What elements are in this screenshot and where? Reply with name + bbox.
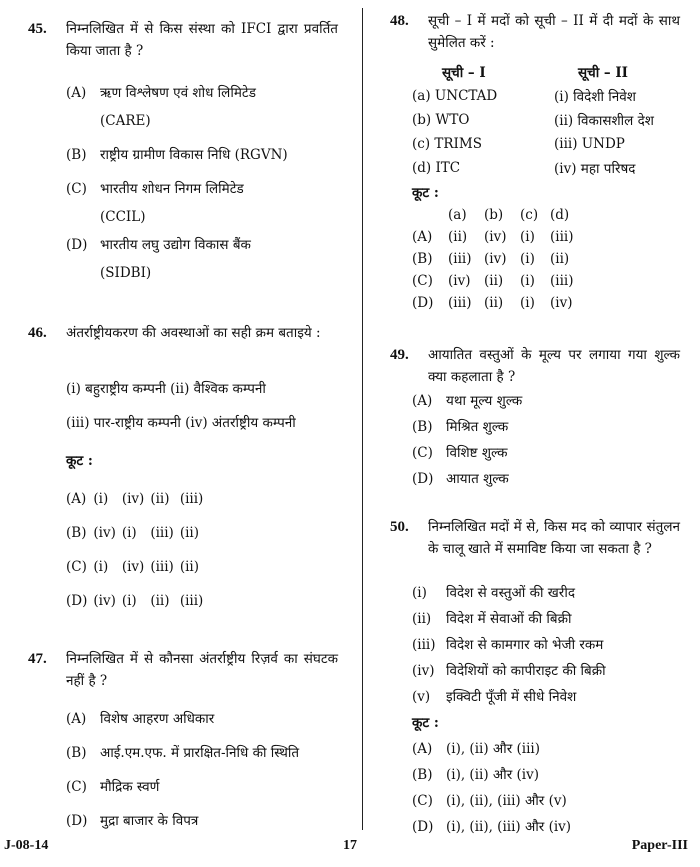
item-line-2 bbox=[66, 412, 296, 434]
code-option-d[interactable] bbox=[412, 816, 571, 838]
list-2-item: (ii) विकासशील देश bbox=[554, 113, 654, 129]
question-48 bbox=[390, 10, 680, 56]
code-c: (iii) bbox=[150, 525, 174, 541]
option-text-cont: (SIDBI) bbox=[100, 265, 152, 281]
match-row bbox=[412, 108, 654, 132]
footer-code: J-08-14 bbox=[4, 838, 49, 853]
code-option-label: (C) bbox=[412, 793, 433, 809]
question-number: 49. bbox=[390, 347, 409, 363]
code-option-text: (i), (ii) और (iv) bbox=[446, 767, 539, 783]
match-row bbox=[412, 132, 654, 156]
code-a: (iv) bbox=[448, 273, 471, 289]
code-row[interactable] bbox=[66, 584, 209, 618]
option-d[interactable] bbox=[66, 810, 198, 832]
code-row[interactable] bbox=[412, 248, 580, 270]
code-a: (iv) bbox=[93, 593, 116, 609]
item-label: (iv) bbox=[412, 663, 435, 679]
option-label: (C) bbox=[412, 445, 433, 461]
column-divider bbox=[362, 8, 363, 830]
option-a[interactable] bbox=[412, 390, 522, 412]
option-c[interactable] bbox=[412, 442, 508, 464]
list-2-item: (iv) महा परिषद bbox=[554, 161, 636, 177]
code-row[interactable] bbox=[412, 292, 580, 314]
list-1-item: (c) TRIMS bbox=[412, 136, 482, 152]
code-a: (iv) bbox=[93, 525, 116, 541]
option-label: (A) bbox=[66, 711, 87, 727]
item-label: (v) bbox=[412, 689, 431, 705]
item-text: विदेश से वस्तुओं की खरीद bbox=[446, 585, 575, 601]
option-label: (B) bbox=[66, 745, 87, 761]
option-text: आयात शुल्क bbox=[446, 471, 509, 487]
code-a: (iii) bbox=[448, 251, 472, 267]
option-b[interactable] bbox=[66, 742, 299, 764]
code-d: (iii) bbox=[179, 491, 204, 507]
item-iv bbox=[412, 660, 606, 682]
code-header-blank bbox=[412, 204, 448, 226]
code-b: (i) bbox=[121, 525, 137, 541]
item-text: विदेशियों को कापीराइट की बिक्री bbox=[446, 663, 606, 679]
option-b[interactable] bbox=[412, 416, 508, 438]
option-text: यथा मूल्य शुल्क bbox=[446, 393, 523, 409]
code-label: कूट : bbox=[412, 715, 439, 731]
code-option-label: (A) bbox=[412, 229, 433, 245]
code-d: (iii) bbox=[550, 229, 574, 245]
code-row[interactable] bbox=[412, 226, 580, 248]
question-46 bbox=[28, 322, 338, 368]
code-d: (iii) bbox=[550, 273, 574, 289]
code-option-label: (B) bbox=[412, 767, 433, 783]
code-option-a[interactable] bbox=[412, 738, 540, 760]
code-c: (i) bbox=[520, 273, 535, 289]
question-text: निम्नलिखित में से कौनसा अंतर्राष्ट्रीय रिज़र्व का संघटक नहीं है ? bbox=[66, 651, 338, 689]
code-label: कूट : bbox=[412, 185, 439, 201]
code-header-b: (b) bbox=[484, 207, 504, 223]
option-text: विशेष आहरण अधिकार bbox=[100, 711, 215, 727]
list-2-item: (iii) UNDP bbox=[554, 136, 625, 152]
code-b: (ii) bbox=[484, 273, 504, 289]
option-c[interactable] bbox=[66, 776, 159, 798]
code-b: (iv) bbox=[121, 559, 145, 575]
question-47 bbox=[28, 648, 338, 694]
item-label: (ii) bbox=[412, 611, 432, 627]
option-text: ऋण विश्लेषण एवं शोध लिमिटेड bbox=[100, 85, 256, 101]
code-b: (ii) bbox=[484, 295, 504, 311]
item-text: (i) बहुराष्ट्रीय कम्पनी (ii) वैश्विक कम्पनी bbox=[66, 381, 266, 397]
code-option-label: (A) bbox=[412, 741, 433, 757]
option-label: (C) bbox=[66, 181, 87, 197]
code-b: (iv) bbox=[484, 229, 507, 245]
code-c: (i) bbox=[520, 229, 535, 245]
option-c[interactable] bbox=[66, 178, 244, 200]
question-number: 45. bbox=[28, 21, 47, 37]
code-c: (ii) bbox=[150, 491, 170, 507]
code-row[interactable] bbox=[66, 550, 209, 584]
code-option-text: (i), (ii) और (iii) bbox=[446, 741, 541, 757]
code-b: (iv) bbox=[121, 491, 145, 507]
code-b: (iv) bbox=[484, 251, 507, 267]
option-text: मौद्रिक स्वर्ण bbox=[100, 779, 160, 795]
option-text: भारतीय लघु उद्योग विकास बैंक bbox=[100, 237, 251, 253]
code-a: (i) bbox=[93, 559, 109, 575]
question-text: सूची – I में मदों को सूची – II में दी मदों के साथ सुमेलित करें : bbox=[428, 13, 680, 51]
option-text: मिश्रित शुल्क bbox=[446, 419, 509, 435]
list-1-item: (b) WTO bbox=[412, 112, 470, 128]
item-i bbox=[412, 582, 575, 604]
option-c-cont bbox=[100, 206, 146, 228]
code-option-label: (D) bbox=[66, 593, 88, 609]
option-text: मुद्रा बाजार के विपत्र bbox=[100, 813, 199, 829]
option-a[interactable] bbox=[66, 82, 256, 104]
item-ii bbox=[412, 608, 571, 630]
match-table bbox=[412, 60, 654, 180]
option-label: (D) bbox=[66, 237, 88, 253]
code-option-b[interactable] bbox=[412, 764, 539, 786]
code-header-row bbox=[412, 204, 580, 226]
code-option-c[interactable] bbox=[412, 790, 567, 812]
option-label: (C) bbox=[66, 779, 87, 795]
item-text: इक्विटी पूँजी में सीधे निवेश bbox=[446, 689, 577, 705]
option-label: (A) bbox=[412, 393, 433, 409]
match-row bbox=[412, 156, 654, 180]
code-row[interactable] bbox=[412, 270, 580, 292]
option-a[interactable] bbox=[66, 708, 214, 730]
option-label: (D) bbox=[66, 813, 88, 829]
code-d: (iv) bbox=[550, 295, 573, 311]
code-c: (i) bbox=[520, 295, 535, 311]
option-text: विशिष्ट शुल्क bbox=[446, 445, 508, 461]
code-a: (ii) bbox=[448, 229, 468, 245]
option-a-cont bbox=[100, 110, 151, 132]
code-option-label: (B) bbox=[66, 525, 87, 541]
code-option-label: (A) bbox=[66, 491, 87, 507]
option-label: (B) bbox=[412, 419, 433, 435]
item-text: (iii) पार-राष्ट्रीय कम्पनी (iv) अंतर्राष्ट्रीय कम्पनी bbox=[66, 415, 296, 431]
answer-codes bbox=[412, 204, 580, 314]
question-number: 46. bbox=[28, 325, 47, 341]
option-d[interactable] bbox=[412, 468, 509, 490]
question-45 bbox=[28, 18, 338, 64]
question-50 bbox=[390, 516, 680, 584]
code-d: (ii) bbox=[550, 251, 570, 267]
option-text-cont: (CARE) bbox=[100, 113, 151, 129]
code-a: (iii) bbox=[448, 295, 472, 311]
code-a: (i) bbox=[93, 491, 109, 507]
question-49 bbox=[390, 344, 680, 390]
list-1-header: सूची – I bbox=[442, 65, 486, 81]
code-d: (ii) bbox=[179, 559, 199, 575]
paper-label: Paper-III bbox=[631, 838, 688, 853]
match-row bbox=[412, 84, 654, 108]
code-c: (i) bbox=[520, 251, 535, 267]
question-text: अंतर्राष्ट्रीयकरण की अवस्थाओं का सही क्रम बताइये : bbox=[66, 325, 321, 341]
option-label: (B) bbox=[66, 147, 87, 163]
option-text: आई.एम.एफ. में प्रारक्षित-निधि की स्थिति bbox=[100, 745, 300, 761]
list-2-item: (i) विदेशी निवेश bbox=[554, 89, 636, 105]
question-text: निम्नलिखित मदों में से, किस मद को व्यापार संतुलन के चालू खाते में समाविष्ट किया जा सकता है ? bbox=[428, 519, 680, 557]
code-row[interactable] bbox=[66, 482, 209, 516]
code-option-label: (B) bbox=[412, 251, 433, 267]
option-text-cont: (CCIL) bbox=[100, 209, 146, 225]
code-option-label: (D) bbox=[412, 819, 434, 835]
code-option-label: (D) bbox=[412, 295, 434, 311]
question-number: 48. bbox=[390, 13, 409, 29]
item-label: (i) bbox=[412, 585, 427, 601]
item-iii bbox=[412, 634, 603, 656]
option-b[interactable] bbox=[66, 144, 288, 166]
option-d[interactable] bbox=[66, 234, 251, 256]
code-header-d: (d) bbox=[550, 207, 570, 223]
item-text: विदेश से कामगार को भेजी रकम bbox=[446, 637, 604, 653]
option-d-cont bbox=[100, 262, 151, 284]
code-option-label: (C) bbox=[66, 559, 87, 575]
item-line-1 bbox=[66, 378, 266, 400]
code-d: (ii) bbox=[179, 525, 199, 541]
question-number: 47. bbox=[28, 651, 47, 667]
code-d: (iii) bbox=[179, 593, 204, 609]
page-number: 17 bbox=[343, 838, 357, 853]
code-header-a: (a) bbox=[448, 207, 467, 223]
list-1-item: (a) UNCTAD bbox=[412, 88, 498, 104]
item-v bbox=[412, 686, 576, 708]
code-option-text: (i), (ii), (iii) और (v) bbox=[446, 793, 567, 809]
code-label: कूट : bbox=[66, 453, 93, 469]
list-1-item: (d) ITC bbox=[412, 160, 461, 176]
question-text: आयातित वस्तुओं के मूल्य पर लगाया गया शुल्क क्या कहलाता है ? bbox=[428, 347, 680, 385]
question-number: 50. bbox=[390, 519, 409, 535]
item-label: (iii) bbox=[412, 637, 436, 653]
code-header-c: (c) bbox=[520, 207, 539, 223]
code-b: (i) bbox=[121, 593, 137, 609]
option-text: राष्ट्रीय ग्रामीण विकास निधि (RGVN) bbox=[100, 147, 288, 163]
item-text: विदेश में सेवाओं की बिक्री bbox=[446, 611, 572, 627]
list-2-header: सूची – II bbox=[578, 65, 628, 81]
code-option-text: (i), (ii), (iii) और (iv) bbox=[446, 819, 572, 835]
option-text: भारतीय शोधन निगम लिमिटेड bbox=[100, 181, 244, 197]
question-text: निम्नलिखित में से किस संस्था को IFCI द्वारा प्रवर्तित किया जाता है ? bbox=[66, 21, 338, 59]
option-label: (D) bbox=[412, 471, 434, 487]
code-c: (ii) bbox=[150, 593, 170, 609]
code-row[interactable] bbox=[66, 516, 209, 550]
code-option-label: (C) bbox=[412, 273, 433, 289]
code-c: (iii) bbox=[150, 559, 174, 575]
answer-codes bbox=[66, 482, 209, 618]
option-label: (A) bbox=[66, 85, 87, 101]
